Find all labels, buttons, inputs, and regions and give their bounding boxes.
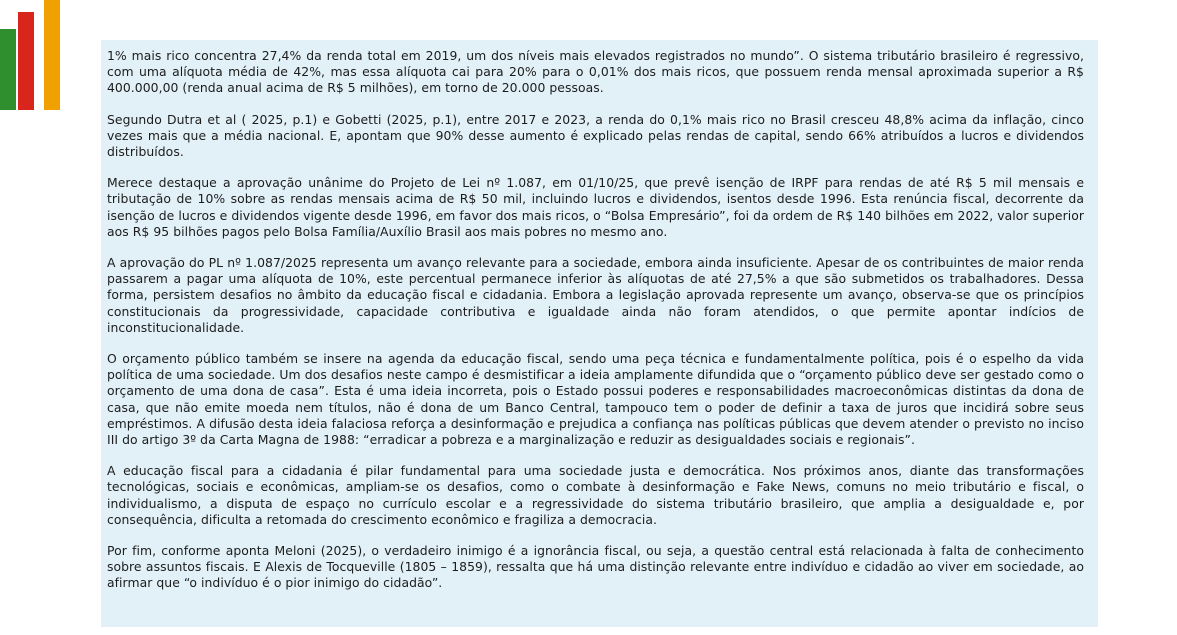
logo-bar-red xyxy=(18,12,34,110)
text-panel xyxy=(101,40,1098,627)
paragraph-5: O orçamento público também se insere na agenda da educação fiscal, sendo uma peça técnica e fundamentalmente política, pois é o espelho da vida política de uma sociedade. Um dos desafios neste campo é desmistificar a ideia amplamente difundida que o “orçamento público deve ser gestado como o orçamento de uma dona de casa”. Esta é uma ideia incorreta, pois o Estado possui poderes e responsabilidades macroeconômicas distintas da dona de casa, que não emite moeda nem títulos, não é dona de um Banco Central, tampouco tem o poder de definir a taxa de juros que incidirá sobre seus empréstimos. A difusão desta ideia falaciosa reforça a desinformação e prejudica a confiança nas políticas públicas que devem atender o previsto no inciso III do artigo 3º da Carta Magna de 1988: “erradicar a pobreza e a marginalização e reduzir as desigualdades sociais e regionais”. xyxy=(107,351,1084,448)
paragraph-7: Por fim, conforme aponta Meloni (2025), o verdadeiro inimigo é a ignorância fiscal, ou seja, a questão central está relacionada à falta de conhecimento sobre assuntos fiscais. E Alexis de Tocqueville (1805 – 1859), ressalta que há uma distinção relevante entre indivíduo e cidadão ao viver em sociedade, ao afirmar que “o indivíduo é o pior inimigo do cidadão”. xyxy=(107,543,1084,591)
logo-bar-green xyxy=(0,29,16,110)
paragraph-3: Merece destaque a aprovação unânime do Projeto de Lei nº 1.087, em 01/10/25, que prevê isenção de IRPF para rendas de até R$ 5 mil mensais e tributação de 10% sobre as rendas mensais acima de R$ 50 mil, incluindo lucros e dividendos, isentos desde 1996. Esta renúncia fiscal, decorrente da isenção de lucros e dividendos vigente desde 1996, em favor dos mais ricos, o “Bolsa Empresário”, foi da ordem de R$ 140 bilhões em 2022, valor superior aos R$ 95 bilhões pagos pelo Bolsa Família/Auxílio Brasil aos mais pobres no mesmo ano. xyxy=(107,175,1084,239)
paragraph-6: A educação fiscal para a cidadania é pilar fundamental para uma sociedade justa e democrática. Nos próximos anos, diante das transformações tecnológicas, sociais e econômicas, ampliam-se os desafios, como o combate à desinformação e Fake News, comuns no meio tributário e fiscal, o individualismo, a disputa de espaço no currículo escolar e a regressividade do sistema tributário brasileiro, que amplia a desigualdade e, por consequência, dificulta a retomada do crescimento econômico e fragiliza a democracia. xyxy=(107,463,1084,527)
paragraph-2: Segundo Dutra et al ( 2025, p.1) e Gobetti (2025, p.1), entre 2017 e 2023, a renda do 0,1% mais rico no Brasil cresceu 48,8% acima da inflação, cinco vezes mais que a média nacional. E, apontam que 90% desse aumento é explicado pelas rendas de capital, sendo 66% atribuídos a lucros e dividendos distribuídos. xyxy=(107,111,1084,160)
paragraph-4: A aprovação do PL nº 1.087/2025 representa um avanço relevante para a sociedade, embora ainda insuficiente. Apesar de os contribuintes de maior renda passarem a pagar uma alíquota de 10%, este percentual permanece inferior às alíquotas de até 27,5% a que são submetidos os trabalhadores. Dessa forma, persistem desafios no âmbito da educação fiscal e cidadania. Embora a legislação aprovada represente um avanço, observa-se que os princípios constitucionais da progressividade, capacidade contributiva e igualdade ainda não foram atendidos, o que permite apontar indícios de inconstitucionalidade. xyxy=(107,255,1084,335)
logo-bar-orange xyxy=(44,0,60,110)
logo-bars xyxy=(0,0,70,110)
paragraph-1: 1% mais rico concentra 27,4% da renda total em 2019, um dos níveis mais elevados registrados no mundo”. O sistema tributário brasileiro é regressivo, com uma alíquota média de 42%, mas essa alíquota cai para 20% para o 0,01% dos mais ricos, que possuem renda mensal aproximada superior a R$ 400.000,00 (renda anual acima de R$ 5 milhões), em torno de 20.000 pessoas. xyxy=(107,48,1084,96)
